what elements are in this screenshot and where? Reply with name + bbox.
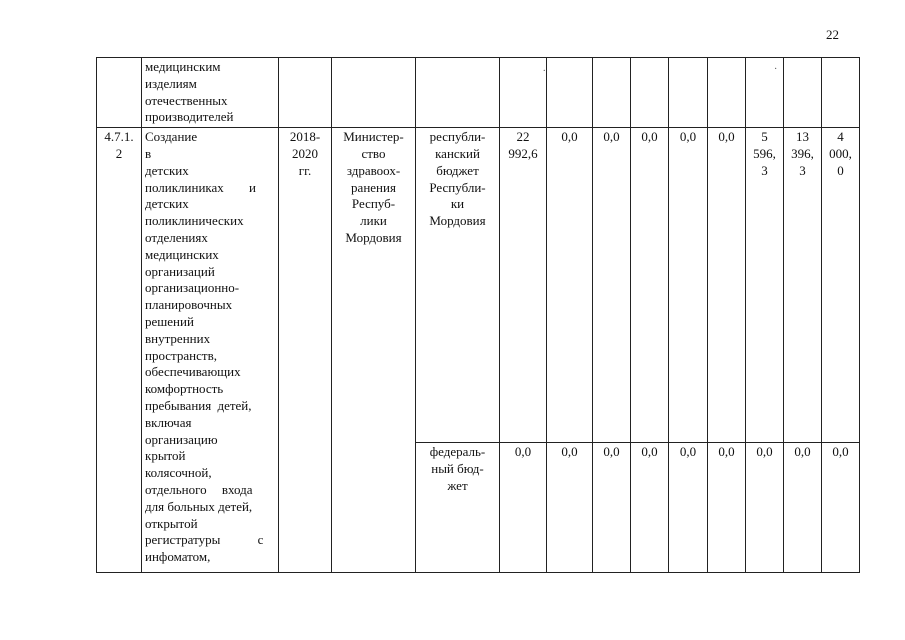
source-cell-republican bbox=[416, 128, 500, 443]
value-cell bbox=[669, 443, 708, 573]
description-line: отдельного входа bbox=[145, 481, 253, 497]
value-line: 22 bbox=[516, 129, 530, 145]
value-line: 0,0 bbox=[641, 444, 658, 460]
description-line: организацию bbox=[145, 431, 218, 447]
value-cell bbox=[708, 443, 746, 573]
source-line: ки bbox=[450, 196, 465, 212]
value-cell bbox=[631, 443, 669, 573]
value-line: 0 bbox=[837, 162, 844, 178]
value-line: 0,0 bbox=[603, 444, 620, 460]
value-cell bbox=[746, 128, 784, 443]
value-cell bbox=[547, 128, 593, 443]
description-line: инфоматом, bbox=[145, 549, 211, 565]
value-line: 3 bbox=[799, 162, 806, 178]
code-cell bbox=[97, 58, 142, 128]
description-line: для больных детей, bbox=[145, 498, 253, 514]
value-line: 992,6 bbox=[508, 145, 538, 161]
source-line: Мордовия bbox=[429, 213, 486, 229]
executor-line: ство bbox=[361, 145, 386, 161]
source-line: жет bbox=[447, 477, 468, 493]
code-line: 4.7.1. bbox=[104, 129, 134, 145]
description-line: отделениях bbox=[145, 229, 208, 245]
value-line: 0,0 bbox=[561, 444, 578, 460]
code-cell bbox=[97, 128, 142, 573]
value-cell bbox=[669, 128, 708, 443]
value-cell bbox=[631, 58, 669, 128]
executor-cell bbox=[332, 58, 416, 128]
scan-speck: · bbox=[774, 64, 778, 75]
value-cell bbox=[822, 128, 860, 443]
value-line: 0,0 bbox=[718, 444, 735, 460]
description-line: включая bbox=[145, 414, 192, 430]
budget-table bbox=[96, 57, 860, 573]
value-cell bbox=[593, 58, 631, 128]
value-cell-total bbox=[500, 443, 547, 573]
value-line: 000, bbox=[829, 145, 852, 161]
period-cell bbox=[279, 128, 332, 573]
value-line: 0,0 bbox=[679, 444, 697, 460]
description-line: колясочной, bbox=[145, 465, 212, 481]
value-line: 0,0 bbox=[718, 129, 735, 145]
description-line: производителей bbox=[145, 109, 234, 125]
value-cell bbox=[593, 443, 631, 573]
value-line: 0,0 bbox=[832, 444, 849, 460]
value-line: 0,0 bbox=[514, 444, 532, 460]
page-number: 22 bbox=[826, 27, 839, 42]
description-line: детских bbox=[145, 196, 189, 212]
source-line: федераль- bbox=[429, 444, 486, 460]
executor-cell bbox=[332, 128, 416, 573]
source-line: Республи- bbox=[429, 179, 486, 195]
value-cell bbox=[784, 58, 822, 128]
value-line: 0,0 bbox=[641, 129, 658, 145]
description-cell bbox=[142, 128, 279, 573]
value-line: 396, bbox=[791, 145, 814, 161]
value-line: 13 bbox=[796, 129, 809, 145]
value-line: 0,0 bbox=[756, 444, 773, 460]
executor-line: Респуб- bbox=[351, 196, 396, 212]
scan-speck: . bbox=[543, 63, 546, 74]
period-line: гг. bbox=[298, 162, 312, 178]
table-row-continued bbox=[97, 58, 860, 128]
value-line: 3 bbox=[761, 162, 768, 178]
value-line: 0,0 bbox=[561, 129, 578, 145]
value-cell bbox=[547, 58, 593, 128]
value-cell bbox=[708, 128, 746, 443]
description-line: комфортность bbox=[145, 381, 224, 397]
description-line: поликлинических bbox=[145, 213, 244, 229]
description-line: медицинским bbox=[145, 59, 221, 74]
executor-line: ранения bbox=[351, 179, 396, 195]
source-line: ный бюд- bbox=[431, 460, 484, 476]
description-line: планировочных bbox=[145, 297, 233, 313]
value-cell bbox=[746, 58, 784, 128]
value-line: 4 bbox=[837, 129, 844, 145]
description-line: открытой bbox=[145, 515, 198, 531]
value-cell bbox=[708, 58, 746, 128]
description-line: организационно- bbox=[145, 280, 240, 296]
description-line: медицинских bbox=[145, 246, 219, 262]
description-line: решений bbox=[145, 313, 194, 329]
description-line: крытой bbox=[145, 448, 186, 464]
value-cell bbox=[784, 443, 822, 573]
value-cell bbox=[784, 128, 822, 443]
executor-line: Мордовия bbox=[345, 229, 402, 245]
value-line: 5 bbox=[761, 129, 768, 145]
period-line: 2018- bbox=[289, 129, 321, 145]
description-line: Создание в bbox=[145, 129, 198, 161]
description-cell bbox=[142, 58, 279, 128]
table-row-republican-budget bbox=[97, 128, 860, 443]
description-line: отечественных bbox=[145, 92, 228, 108]
value-cell bbox=[631, 128, 669, 443]
value-cell bbox=[593, 128, 631, 443]
source-cell bbox=[416, 58, 500, 128]
source-cell-federal bbox=[416, 443, 500, 573]
description-line: обеспечивающих bbox=[145, 364, 241, 380]
value-cell bbox=[500, 58, 547, 128]
period-cell bbox=[279, 58, 332, 128]
value-cell bbox=[746, 443, 784, 573]
executor-line: здравоох- bbox=[346, 162, 401, 178]
value-line: 0,0 bbox=[794, 444, 811, 460]
executor-line: лики bbox=[360, 213, 387, 229]
executor-line: Министер- bbox=[343, 129, 404, 145]
value-line: 0,0 bbox=[679, 129, 697, 145]
value-cell bbox=[547, 443, 593, 573]
description-line: поликлиниках и bbox=[145, 179, 257, 195]
description-line: детских bbox=[145, 162, 189, 178]
description-line: организаций bbox=[145, 263, 215, 279]
value-cell-total bbox=[500, 128, 547, 443]
description-line: внутренних bbox=[145, 330, 211, 346]
description-line: пространств, bbox=[145, 347, 217, 363]
value-cell bbox=[669, 58, 708, 128]
description-line: регистратуры с bbox=[145, 532, 264, 548]
code-line: 2 bbox=[115, 145, 123, 161]
value-cell bbox=[822, 443, 860, 573]
value-line: 596, bbox=[753, 145, 776, 161]
description-line: изделиям bbox=[145, 75, 197, 91]
value-line: 0,0 bbox=[603, 129, 620, 145]
description-line: пребывания детей, bbox=[145, 397, 252, 413]
source-line: канский bbox=[435, 145, 480, 161]
source-line: бюджет bbox=[436, 162, 479, 178]
value-cell bbox=[822, 58, 860, 128]
source-line: республи- bbox=[429, 129, 486, 145]
period-line: 2020 bbox=[292, 145, 318, 161]
